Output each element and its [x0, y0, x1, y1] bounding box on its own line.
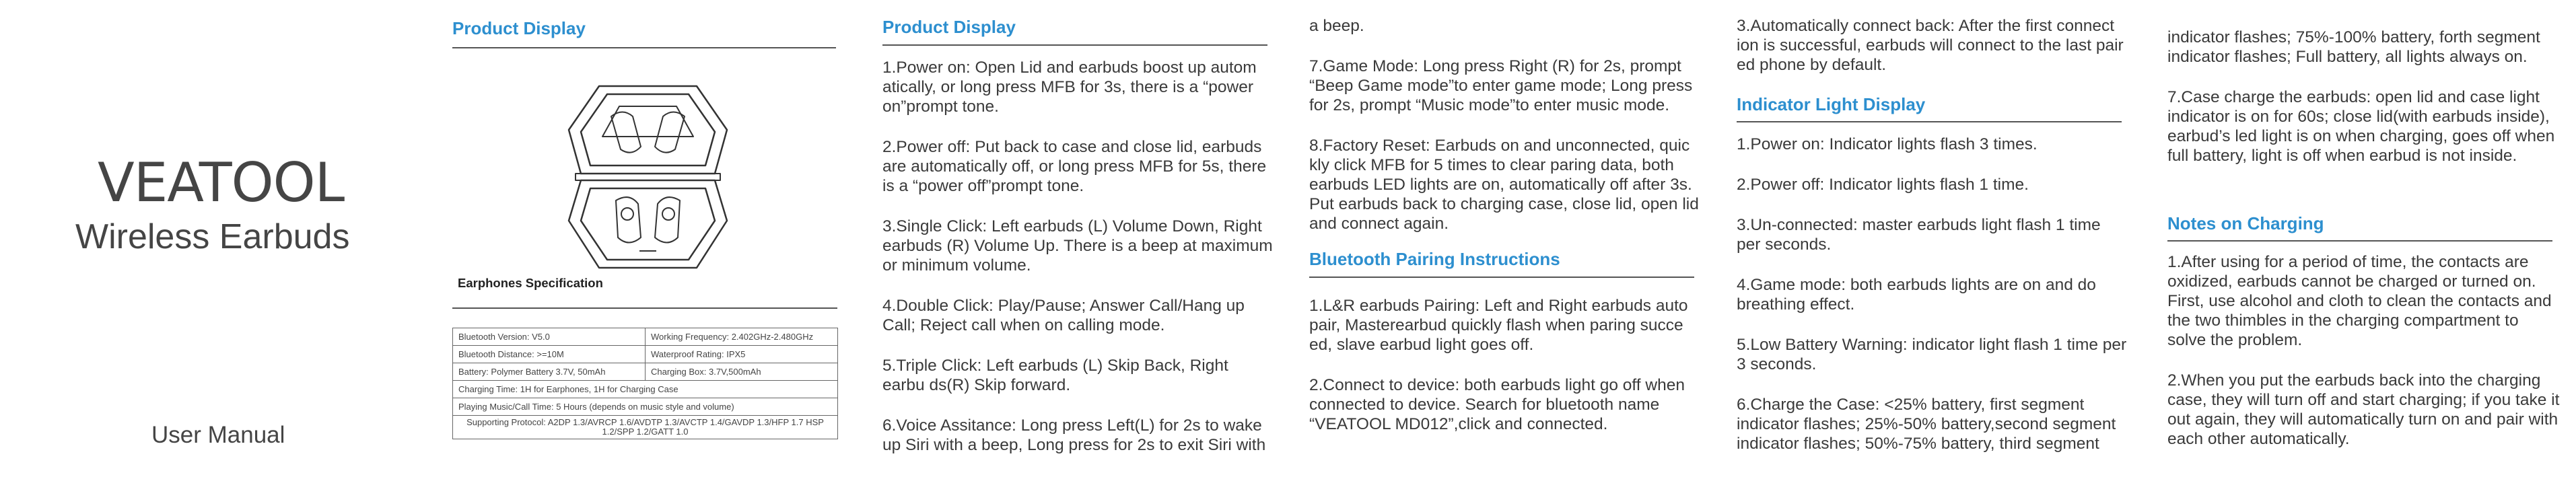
table-row	[453, 363, 838, 381]
section-divider	[882, 44, 1267, 46]
earphones-specification-label: Earphones Specification	[458, 276, 603, 290]
list-item: 3.Automatically connect back: After the first connect ion is successful, earbuds will connect to the last pair ed phone by default.	[1737, 17, 2124, 74]
operations-list	[882, 58, 1273, 476]
list-item: 5.Low Battery Warning: indicator light flash 1 time per 3 seconds.	[1737, 336, 2127, 373]
list-item: 3.Single Click: Left earbuds (L) Volume Down, Right earbuds (R) Volume Up. There is a beep at maximum or minimum volume.	[882, 217, 1273, 274]
table-cell: Working Frequency: 2.402GHz-2.480GHz	[646, 328, 838, 346]
list-item: 1.Power on: Open Lid and earbuds boost up autom atically, or long press MFB for 3s, there is a “power on”prompt tone.	[882, 59, 1257, 116]
table-row	[453, 381, 838, 398]
indicator-list-continued	[2167, 28, 2561, 186]
indicator-light-heading: Indicator Light Display	[1737, 94, 1926, 114]
table-row	[453, 416, 838, 439]
section-divider	[2167, 240, 2552, 242]
section-divider	[452, 47, 836, 48]
pairing-list	[1309, 296, 1700, 455]
list-item: 2.Power off: Indicator lights flash 1 time.	[1737, 176, 2029, 194]
list-item: indicator flashes; 75%-100% battery, forth segment indicator flashes; Full battery, all lights always on.	[2167, 28, 2540, 66]
product-subtitle: Wireless Earbuds	[75, 217, 350, 256]
list-item: 1.L&R earbuds Pairing: Left and Right earbuds auto pair, Masterearbud quickly flash when paring succe ed, slave earbud light goes off.	[1309, 297, 1688, 354]
table-cell: Playing Music/Call Time: 5 Hours (depends on music style and volume)	[453, 398, 838, 416]
list-item: 1.After using for a period of time, the contacts are oxidized, earbuds cannot be charged or turned on. First, use alcohol and cloth to clean the contacts and the two thimbles in the charging compartment to solve the problem.	[2167, 253, 2552, 349]
instructions-heading: Product Display	[882, 17, 1016, 37]
table-cell: Charging Box: 3.7V,500mAh	[646, 363, 838, 381]
list-item: 7.Game Mode: Long press Right (R) for 2s, prompt “Beep Game mode”to enter game mode; Long press for 2s, prompt “Music mode”to enter music mode.	[1309, 57, 1693, 114]
list-item: 6.Charge the Case: <25% battery, first segment indicator flashes; 25%-50% battery,second segment indicator flashes; 50%-75% battery, third segment	[1737, 396, 2116, 453]
operations-list-continued	[1309, 16, 1700, 254]
table-cell: Supporting Protocol: A2DP 1.3/AVRCP 1.6/AVDTP 1.3/AVCTP 1.4/GAVDP 1.3/HFP 1.7 HSP 1.2/SPP 1.2/GATT 1.0	[453, 416, 838, 439]
pairing-list-continued	[1737, 16, 2127, 96]
list-item: 2.Power off: Put back to case and close lid, earbuds are automatically off, or long press MFB for 5s, there is a “power off”prompt tone.	[882, 138, 1267, 195]
charging-notes-list	[2167, 252, 2561, 470]
table-cell: Bluetooth Version: V5.0	[453, 328, 646, 346]
list-item: 8.Factory Reset: Earbuds on and unconnected, quic kly click MFB for 5 times to clear paring data, both earbuds LED lights are on, automatically off after 3s. Put earbuds back to charging case, close lid, open lid and connect again.	[1309, 137, 1699, 233]
list-item: a beep.	[1309, 17, 1364, 35]
section-divider	[1737, 121, 2122, 122]
list-item: 2.When you put the earbuds back into the charging case, they will turn off and start charging; if you take it out again, they will automatically turn on and pair with each other automatically.	[2167, 371, 2560, 448]
list-item: 5.Triple Click: Left earbuds (L) Skip Back, Right earbu ds(R) Skip forward.	[882, 357, 1228, 394]
brand-logo: VEATOOL	[98, 151, 345, 214]
bluetooth-pairing-heading: Bluetooth Pairing Instructions	[1309, 249, 1560, 269]
list-item: 4.Game mode: both earbuds lights are on and do breathing effect.	[1737, 276, 2096, 314]
user-manual-title: User Manual	[151, 422, 285, 448]
table-cell: Battery: Polymer Battery 3.7V, 50mAh	[453, 363, 646, 381]
table-cell: Waterproof Rating: IPX5	[646, 346, 838, 363]
list-item: 6.Voice Assitance: Long press Left(L) for 2s to wake up Siri with a beep, Long press for 2s to exit Siri with	[882, 416, 1266, 454]
table-cell: Charging Time: 1H for Earphones, 1H for Charging Case	[453, 381, 838, 398]
table-row	[453, 328, 838, 346]
table-row	[453, 346, 838, 363]
earbuds-case-illustration	[559, 79, 737, 274]
list-item: 7.Case charge the earbuds: open lid and case light indicator is on for 60s; close lid(with earbuds inside), earbud’s led light is on when charging, goes off when full battery, light is off when earbud is not inside.	[2167, 88, 2555, 165]
table-row	[453, 398, 838, 416]
table-cell: Bluetooth Distance: >=10M	[453, 346, 646, 363]
section-divider	[1309, 277, 1694, 278]
indicator-list	[1737, 135, 2127, 474]
list-item: 3.Un-connected: master earbuds light flash 1 time per seconds.	[1737, 216, 2101, 254]
list-item: 4.Double Click: Play/Pause; Answer Call/Hang up Call; Reject call when on calling mode.	[882, 297, 1245, 334]
list-item: 2.Connect to device: both earbuds light go off when connected to device. Search for bluetooth name “VEATOOL MD012”,click and connected.	[1309, 376, 1685, 433]
notes-on-charging-heading: Notes on Charging	[2167, 213, 2324, 233]
list-item: 1.Power on: Indicator lights flash 3 times.	[1737, 135, 2038, 153]
product-display-heading: Product Display	[452, 18, 586, 38]
specification-table	[452, 328, 838, 439]
spec-divider	[452, 307, 837, 309]
